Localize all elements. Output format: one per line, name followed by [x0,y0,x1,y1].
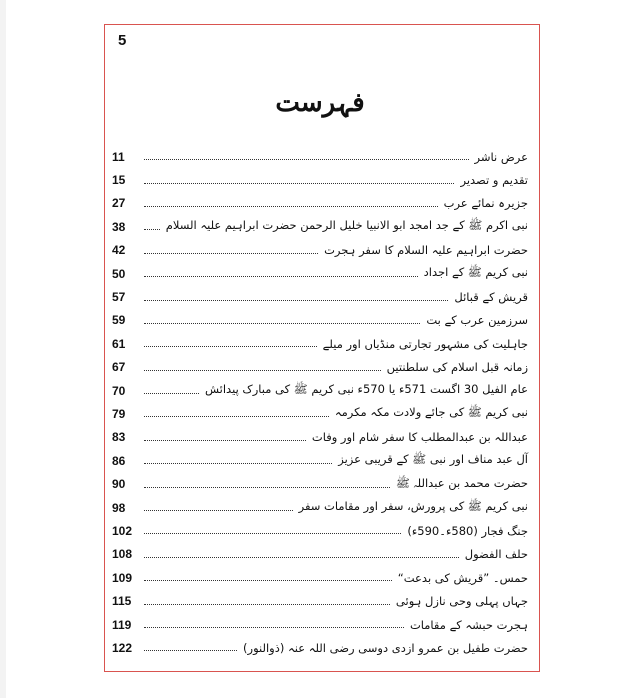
toc-page-number: 90 [112,477,126,492]
toc-page-number: 98 [112,500,126,515]
toc-page-number: 115 [112,594,132,609]
toc-page-number: 59 [112,313,126,328]
toc-entry [112,613,532,636]
toc-page-number: 108 [112,547,133,562]
toc-entry-title: نبی کریم ﷺ کی پرورش، سفر اور مقامات سفر [298,499,528,514]
toc-entry [112,285,532,308]
toc-entry-title: ہجرت حبشہ کے مقامات [409,617,528,632]
toc-entry-title: زمانہ قبل اسلام کی سلطنتیں [386,360,528,375]
toc-entry-title: نبی اکرم ﷺ کے جد امجد ابو الانبیا خلیل الرحمن حضرت ابراہیم علیہ السلام [165,218,528,233]
toc-dot-leader [144,183,454,184]
toc-page-number: 57 [112,290,126,305]
toc-entry-title: جزیرہ نمائے عرب [443,196,528,211]
toc-entry-title: جاہلیت کی مشہور تجارتی منڈیاں اور میلے [322,336,528,351]
toc-page-number: 50 [112,266,126,281]
toc-page-number: 79 [112,406,126,421]
toc-page-number: 42 [112,243,126,258]
toc-dot-leader [144,393,199,394]
toc-dot-leader [144,440,306,441]
toc-dot-leader [144,533,401,534]
toc-entry-title: عرض ناشر [474,149,528,164]
toc-dot-leader [144,627,404,628]
toc-entry-title: جنگ فجار (580ء۔590ء) [407,523,528,538]
toc-page-number: 86 [112,453,126,468]
toc-entry [112,589,532,612]
toc-entry [112,519,532,542]
toc-dot-leader [144,253,318,254]
toc-page-number: 11 [112,149,125,164]
toc-entry-title: حلف الفضول [464,547,528,562]
toc-entry [112,356,532,379]
toc-dot-leader [144,300,448,301]
toc-entry-title: حضرت طفیل بن عمرو ازدی دوسی رضی اللہ عنہ (ذوالنور) [243,640,528,655]
toc-dot-leader [144,580,392,581]
toc-page-number: 102 [112,523,133,538]
toc-entry [112,472,532,495]
toc-page-number: 119 [112,617,132,632]
toc-dot-leader [144,206,438,207]
toc-page-number: 122 [112,640,133,655]
toc-page-number: 70 [112,383,126,398]
toc-entry [112,379,532,402]
toc-entry-title: نبی کریم ﷺ کی جائے ولادت مکہ مکرمہ [334,405,528,420]
toc-entry [112,543,532,566]
toc-entry-title: عام الفیل 30 اگست 571ء یا 570ء نبی کریم ﷺ کی مبارک پیدائش [205,382,528,397]
toc-entry [112,262,532,285]
toc-entry [112,168,532,191]
toc-entry [112,449,532,472]
toc-entry [112,636,532,659]
toc-entry [112,215,532,238]
page-title: فہرست [275,88,365,118]
toc-dot-leader [144,487,390,488]
toc-dot-leader [144,557,459,558]
toc-dot-leader [144,416,329,417]
toc-entry [112,145,532,168]
toc-page-number: 15 [112,173,126,188]
toc-dot-leader [144,370,381,371]
toc-entry-title: قریش کے قبائل [454,290,528,305]
toc-entry-title: آل عبد مناف اور نبی ﷺ کے قریبی عزیز [338,452,528,467]
page-number: 5 [118,32,127,49]
toc-entry [112,239,532,262]
toc-page-number: 61 [112,336,126,351]
toc-dot-leader [144,323,420,324]
toc-entry-title: جہاں پہلی وحی نازل ہوئی [395,594,528,609]
toc-dot-leader [144,510,293,511]
toc-dot-leader [144,463,332,464]
toc-dot-leader [144,604,390,605]
toc-page-number: 38 [112,219,126,234]
toc-entry-title: عبداللہ بن عبدالمطلب کا سفر شام اور وفات [311,430,528,445]
table-of-contents [112,145,532,660]
toc-page-number: 67 [112,360,126,375]
toc-entry-title: نبی کریم ﷺ کے اجداد [423,265,528,280]
toc-dot-leader [144,276,418,277]
toc-entry [112,496,532,519]
toc-page-number: 83 [112,430,126,445]
toc-entry [112,192,532,215]
toc-page-number: 109 [112,570,133,585]
toc-entry-title: تقدیم و تصدیر [460,173,528,188]
toc-dot-leader [144,346,317,347]
toc-dot-leader [144,650,237,651]
toc-dot-leader [144,229,160,230]
toc-page-number: 27 [112,196,126,211]
toc-entry-title: حمس۔ ”قریش کی بدعت“ [397,570,528,585]
toc-entry-title: سرزمین عرب کے بت [426,313,528,328]
toc-entry [112,402,532,425]
toc-entry [112,566,532,589]
toc-entry-title: حضرت ابراہیم علیہ السلام کا سفر ہجرت [324,243,528,258]
toc-entry-title: حضرت محمد بن عبداللہ ﷺ [396,475,528,490]
toc-entry [112,332,532,355]
toc-dot-leader [144,159,469,160]
toc-entry [112,309,532,332]
toc-entry [112,426,532,449]
